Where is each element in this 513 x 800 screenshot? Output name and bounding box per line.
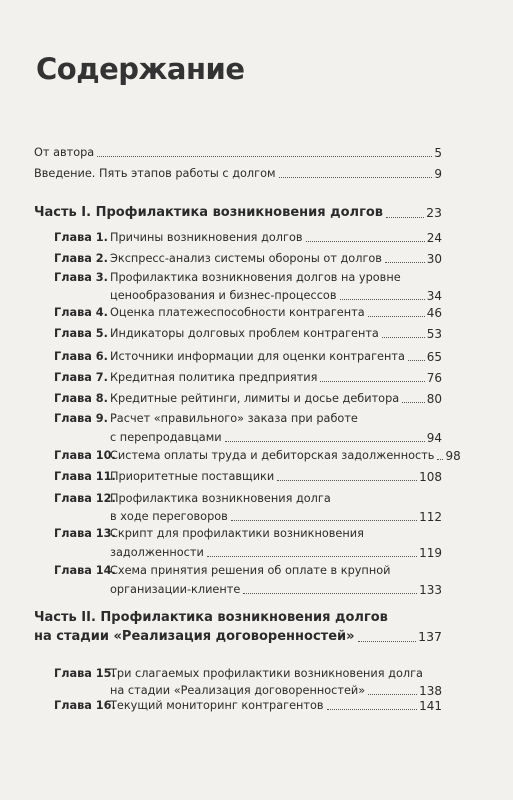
page-number: 24 xyxy=(426,231,442,245)
toc-entry-title: Кредитная политика предприятия xyxy=(110,371,318,384)
toc-entry xyxy=(34,564,442,578)
dot-leader xyxy=(385,262,425,263)
toc-entry-title-cont: организации-клиенте xyxy=(110,583,241,596)
dot-leader xyxy=(320,381,424,382)
chapter-number: Глава 3. xyxy=(54,271,108,284)
dot-leader xyxy=(358,641,417,642)
toc-entry-title: Текущий мониторинг контрагентов xyxy=(110,699,324,712)
page-number: 137 xyxy=(418,629,442,644)
chapter-number: Глава 7. xyxy=(54,371,108,384)
dot-leader xyxy=(279,177,433,178)
chapter-number: Глава 14. xyxy=(54,564,116,577)
dot-leader xyxy=(97,156,432,157)
toc-entry xyxy=(34,667,442,681)
toc-entry-title: Часть I. Профилактика возникновения долгов xyxy=(34,205,384,220)
dot-leader xyxy=(207,556,417,557)
dot-leader xyxy=(277,480,417,481)
page-number: 141 xyxy=(419,699,442,713)
chapter-number: Глава 2. xyxy=(54,252,108,265)
dot-leader xyxy=(306,241,425,242)
dot-leader xyxy=(402,402,425,403)
toc-entry-title: Схема принятия решения об оплате в крупной xyxy=(110,564,391,577)
dot-leader xyxy=(368,694,417,695)
toc-entry xyxy=(34,699,442,713)
page-number: 108 xyxy=(419,470,442,484)
chapter-number: Глава 16. xyxy=(54,699,116,712)
dot-leader xyxy=(382,337,425,338)
toc-entry-title: Причины возникновения долгов xyxy=(110,231,303,244)
dot-leader xyxy=(437,459,443,460)
toc-entry-title: Три слагаемых профилактики возникновения долга xyxy=(110,667,423,680)
toc-entry-title: Приоритетные поставщики xyxy=(110,470,275,483)
page-title: Содержание xyxy=(36,52,245,86)
dot-leader xyxy=(231,520,417,521)
page-number: 138 xyxy=(419,684,442,698)
toc-entry xyxy=(34,412,442,426)
toc-entry xyxy=(34,350,442,364)
page-number: 5 xyxy=(434,146,442,160)
toc-entry-title: Оценка платежеспособности контрагента xyxy=(110,306,365,319)
chapter-number: Глава 13. xyxy=(54,527,116,540)
page-number: 133 xyxy=(419,583,442,597)
toc-entry xyxy=(34,306,442,320)
toc-entry-continuation xyxy=(34,684,442,698)
toc-entry-title-cont: с перепродавцами xyxy=(110,431,222,444)
page-number: 23 xyxy=(426,205,442,220)
toc-entry-continuation xyxy=(34,546,442,560)
page-number: 53 xyxy=(426,327,442,341)
toc-entry-title: Введение. Пять этапов работы с долгом xyxy=(34,167,276,180)
toc-part xyxy=(34,205,442,221)
chapter-number: Глава 15. xyxy=(54,667,116,680)
toc-entry-title: Экспресс-анализ системы обороны от долгов xyxy=(110,252,382,265)
toc-entry-continuation xyxy=(34,289,442,303)
toc-entry-title-cont: задолженности xyxy=(110,546,204,559)
page-number: 76 xyxy=(426,371,442,385)
chapter-number: Глава 12. xyxy=(54,492,116,505)
chapter-number: Глава 1. xyxy=(54,231,108,244)
toc-entry-title-cont: ценообразования и бизнес-процессов xyxy=(110,289,337,302)
toc-entry-title-cont: на стадии «Реализация договоренностей» xyxy=(34,629,355,644)
dot-leader xyxy=(225,441,425,442)
chapter-number: Глава 4. xyxy=(54,306,108,319)
chapter-number: Глава 11. xyxy=(54,470,116,483)
page-number: 65 xyxy=(426,350,442,364)
toc-entry-title: Расчет «правильного» заказа при работе xyxy=(110,412,358,425)
chapter-number: Глава 9. xyxy=(54,412,108,425)
toc-entry-title: Профилактика возникновения долга xyxy=(110,492,331,505)
toc-entry-title: Профилактика возникновения долгов на уровне xyxy=(110,271,401,284)
page-number: 80 xyxy=(426,392,442,406)
toc-entry xyxy=(34,252,442,266)
page-number: 119 xyxy=(419,546,442,560)
toc-entry xyxy=(34,449,461,463)
chapter-number: Глава 6. xyxy=(54,350,108,363)
toc-entry-title-cont: в ходе переговоров xyxy=(110,510,228,523)
page-number: 94 xyxy=(426,431,442,445)
chapter-number: Глава 5. xyxy=(54,327,108,340)
page-number: 98 xyxy=(445,449,461,463)
toc-entry xyxy=(34,327,442,341)
toc-entry-title: Кредитные рейтинги, лимиты и досье дебитора xyxy=(110,392,400,405)
dot-leader xyxy=(340,299,425,300)
dot-leader xyxy=(408,360,425,361)
toc-part xyxy=(34,610,442,626)
toc-entry-title: От автора xyxy=(34,146,95,159)
toc-entry xyxy=(34,271,442,285)
toc-entry xyxy=(34,392,442,406)
dot-leader xyxy=(327,709,418,710)
toc-entry xyxy=(34,527,442,541)
toc-entry xyxy=(34,371,442,385)
dot-leader xyxy=(368,316,425,317)
toc-entry-continuation xyxy=(34,629,442,645)
toc-entry-continuation xyxy=(34,431,442,445)
toc-entry-continuation xyxy=(34,583,442,597)
toc-entry xyxy=(34,231,442,245)
chapter-number: Глава 10. xyxy=(54,449,116,462)
toc-entry-title: Скрипт для профилактики возникновения xyxy=(110,527,364,540)
dot-leader xyxy=(243,593,417,594)
toc-entry-title: Индикаторы долговых проблем контрагента xyxy=(110,327,379,340)
toc-entry-title: Часть II. Профилактика возникновения долгов xyxy=(34,610,388,625)
page-number: 46 xyxy=(426,306,442,320)
toc-entry-title-cont: на стадии «Реализация договоренностей» xyxy=(110,684,366,697)
chapter-number: Глава 8. xyxy=(54,392,108,405)
page-number: 9 xyxy=(434,167,442,181)
toc-entry-title: Система оплаты труда и дебиторская задолженность xyxy=(110,449,435,462)
dot-leader xyxy=(386,217,424,218)
toc-entry xyxy=(34,167,442,181)
toc-entry-title: Источники информации для оценки контрагента xyxy=(110,350,405,363)
toc-entry xyxy=(34,470,442,484)
toc-entry xyxy=(34,492,442,506)
toc-entry-continuation xyxy=(34,510,442,524)
page-number: 34 xyxy=(426,289,442,303)
page-number: 30 xyxy=(426,252,442,266)
toc-entry xyxy=(34,146,442,160)
page-number: 112 xyxy=(419,510,442,524)
